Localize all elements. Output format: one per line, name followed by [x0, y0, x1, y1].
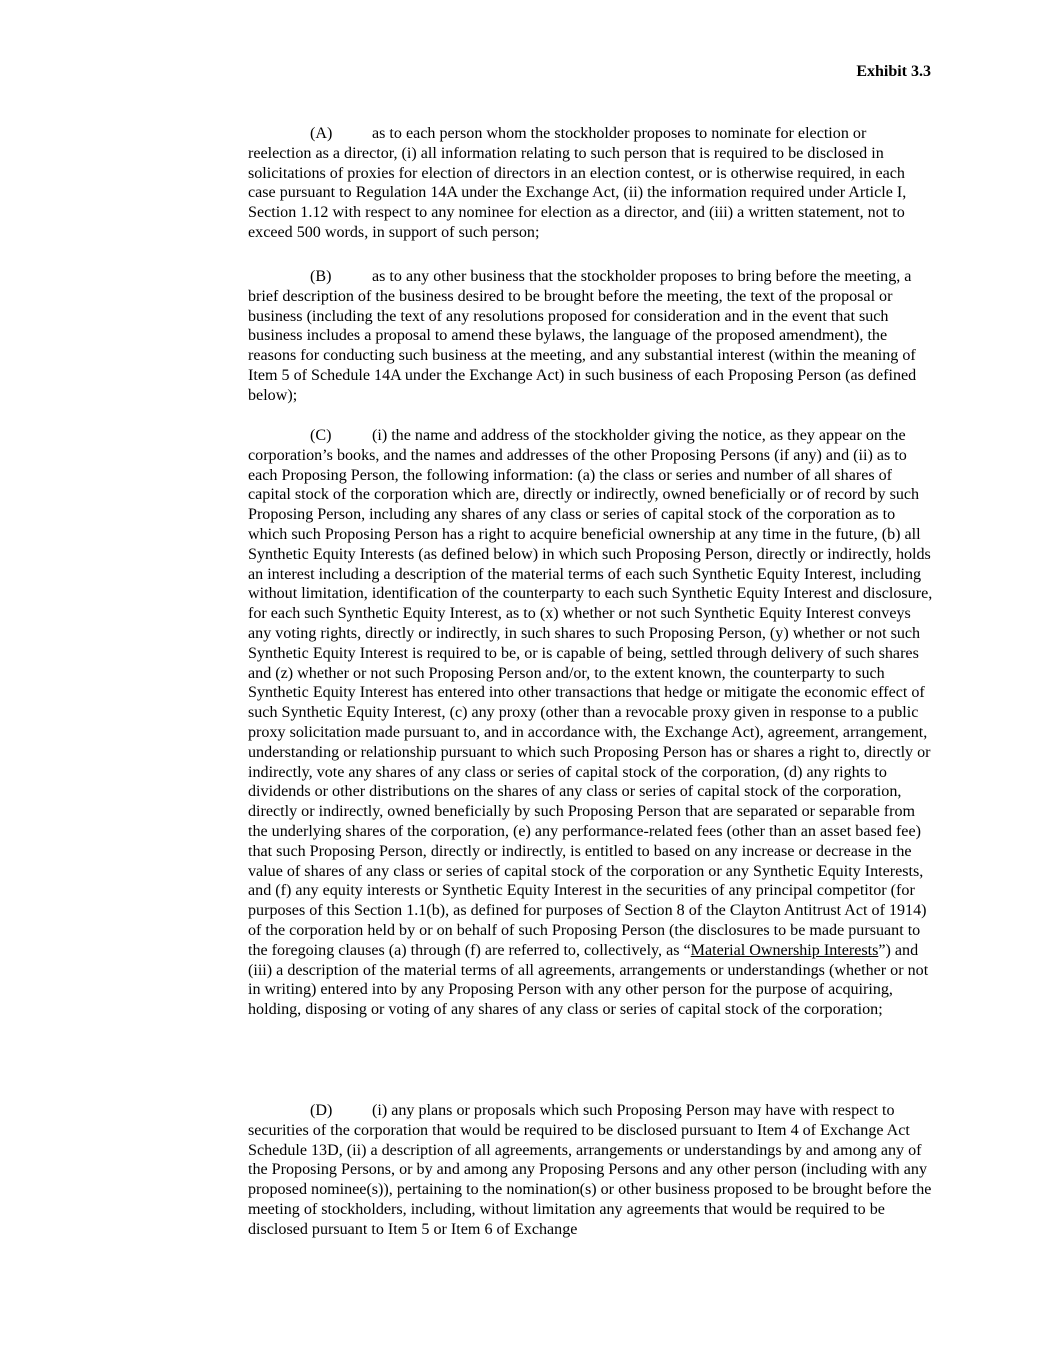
exhibit-label: Exhibit 3.3: [856, 63, 931, 80]
paragraph-text: as to each person whom the stockholder proposes to nominate for election or reelection as a director, (i) all information relating to such person that is required to be disclosed in solicitations of proxies for election of directors in an election contest, or is otherwise required, in each case pursuant to Regulation 14A under the Exchange Act, (ii) the information required under Article I, Section 1.12 with respect to any nominee for election as a director, and (iii) a written statement, not to exceed 500 words, in support of such person;: [248, 125, 907, 241]
paragraph-a: [248, 124, 933, 243]
paragraph-label: (A): [310, 125, 333, 142]
paragraph-d: [248, 1101, 933, 1240]
paragraph-text-continued: ”) and (iii) a description of the material terms of all agreements, arrangements or understandings (whether or not in writing) entered into by any Proposing Person with any other person for the purpose of acquiring, holding, disposing or voting of any shares of any class or series of capital stock of the corporation;: [248, 941, 929, 1019]
paragraph-b: [248, 267, 933, 406]
paragraph-label: (B): [310, 268, 332, 285]
paragraph-text: as to any other business that the stockholder proposes to bring before the meeting, a brief description of the business desired to be brought before the meeting, the text of the proposal or business (including the text of any resolutions proposed for consideration and in the event that such business includes a proposal to amend these bylaws, the language of the proposed amendment), the reasons for conducting such business at the meeting, and any substantial interest (within the meaning of Item 5 of Schedule 14A under the Exchange Act) in such business of each Proposing Person (as defined below);: [248, 268, 917, 404]
defined-term: Material Ownership Interests: [690, 941, 879, 959]
paragraph-c: [248, 426, 933, 1020]
paragraph-text: (i) any plans or proposals which such Proposing Person may have with respect to securities of the corporation that would be required to be disclosed pursuant to Item 4 of Exchange Act Schedule 13D, (ii) a description of all agreements, arrangements or understandings by and among any of the Proposing Persons, or by and among any Proposing Persons and any other person (including with any proposed nominee(s)), pertaining to the nomination(s) or other business proposed to be brought before the meeting of stockholders, including, without limitation any agreements that would be required to be disclosed pursuant to Item 5 or Item 6 of Exchange: [248, 1102, 932, 1238]
paragraph-text: (i) the name and address of the stockholder giving the notice, as they appear on the corporation’s books, and the names and addresses of the other Proposing Persons (if any) and (ii) as to each Proposing Person, the following information: (a) the class or series and number of all shares of capital stock of the corporation which are, directly or indirectly, owned beneficially or of record by such Proposing Person, including any shares of any class or series of capital stock of the corporation as to which such Proposing Person has a right to acquire beneficial ownership at any time in the future, (b) all Synthetic Equity Interests (as defined below) in which such Proposing Person, directly or indirectly, holds an interest including a description of the material terms of each such Synthetic Equity Interest, including without limitation, identification of the counterparty to each such Synthetic Equity Interest and disclosure, for each such Synthetic Equity Interest, as to (x) whether or not such Synthetic Equity Interest conveys any voting rights, directly or indirectly, in such shares to such Proposing Person, (y) whether or not such Synthetic Equity Interest is required to be, or is capable of being, settled through delivery of such shares and (z) whether or not such Proposing Person and/or, to the extent known, the counterparty to such Synthetic Equity Interest has entered into other transactions that hedge or mitigate the economic effect of such Synthetic Equity Interest, (c) any proxy (other than a revocable proxy given in response to a public proxy solicitation made pursuant to, and in accordance with, the Exchange Act), agreement, arrangement, understanding or relationship pursuant to which such Proposing Person has or shares a right to, directly or indirectly, vote any shares of any class or series of capital stock of the corporation, (d) any rights to dividends or other distributions on the shares of any class or series of capital stock of the corporation, directly or indirectly, owned beneficially by such Proposing Person that are separated or separable from the underlying shares of the corporation, (e) any performance-related fees (other than an asset based fee) that such Proposing Person, directly or indirectly, is entitled to based on any increase or decrease in the value of shares of any class or series of capital stock of the corporation or any Synthetic Equity Interests, and (f) any equity interests or Synthetic Equity Interest in the securities of any principal competitor (for purposes of this Section 1.1(b), as defined for purposes of Section 8 of the Clayton Antitrust Act of 1914) of the corporation held by or on behalf of such Proposing Person (the disclosures to be made pursuant to the foregoing clauses (a) through (f) are referred to, collectively, as “: [248, 427, 933, 959]
paragraph-label: (C): [310, 427, 332, 444]
paragraph-label: (D): [310, 1102, 333, 1119]
